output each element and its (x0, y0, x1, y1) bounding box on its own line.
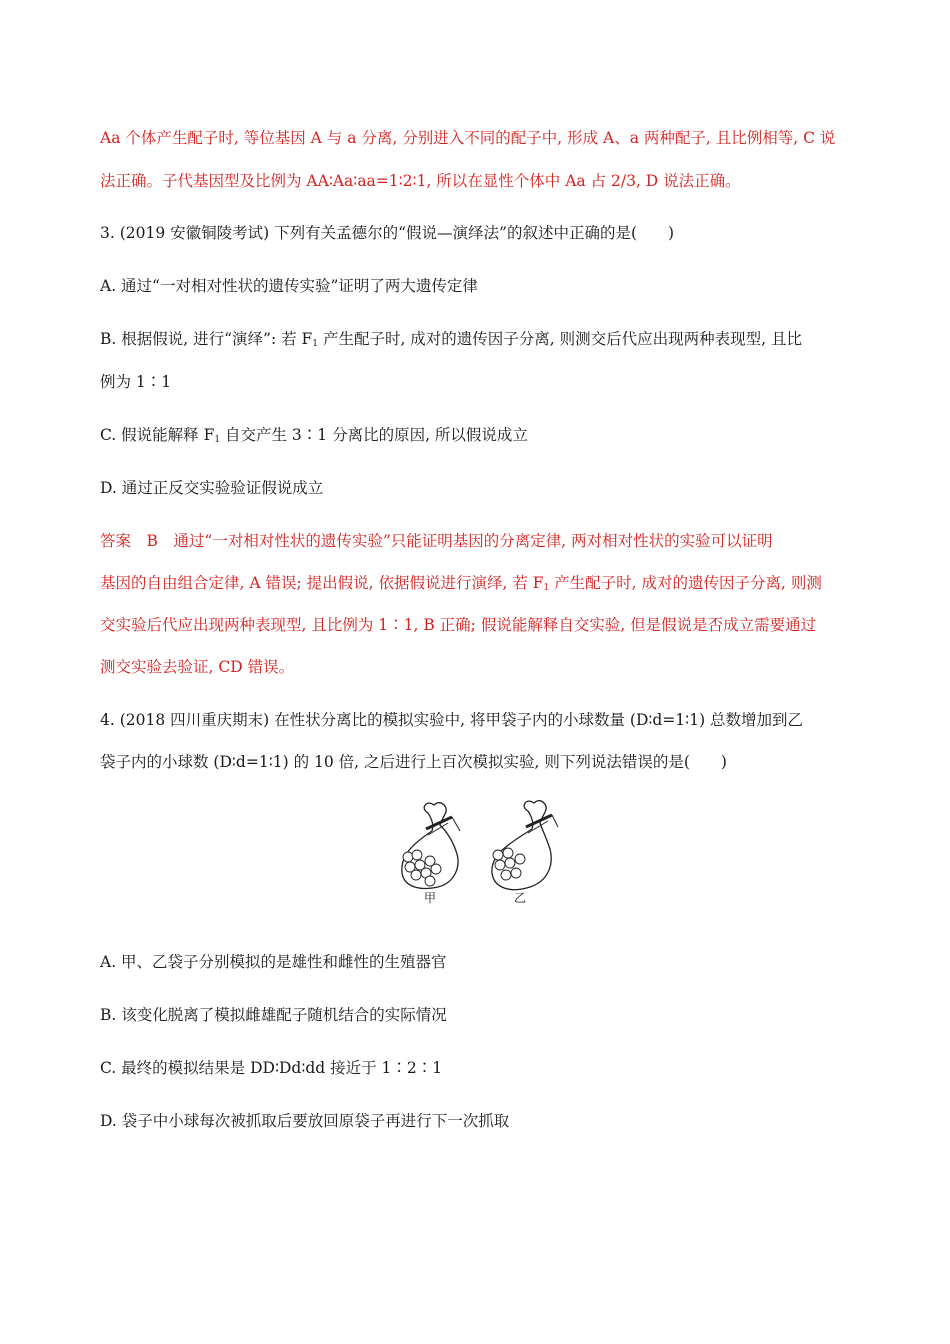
question-3-answer-line-3: 交实验后代应出现两种表现型, 且比例为 1∶1, B 正确; 假说能解释自交实验, 但是假说是否成立需要通过 (100, 616, 817, 634)
bag-yi-label: 乙 (514, 891, 527, 905)
question-4-stem-line-1: 4. (2018 四川重庆期末) 在性状分离比的模拟实验中, 将甲袋子内的小球数量 (D∶d=1∶1) 总数增加到乙 (100, 711, 804, 729)
question-3-option-c: C. 假说能解释 $F_1$ 自交产生 3∶1 分离比的原因, 所以假说成立 (100, 426, 528, 445)
question-4-option-a: A. 甲、乙袋子分别模拟的是雄性和雌性的生殖器官 (100, 953, 447, 971)
question-3-answer-line-2: 基因的自由组合定律, A 错误; 提出假说, 依据假说进行演绎, 若 $F_1$ 产生配子时, 成对的遗传因子分离, 则测 (100, 574, 822, 593)
question-3-option-a: A. 通过“一对相对性状的遗传实验”证明了两大遗传定律 (100, 277, 478, 295)
balls-jia (403, 850, 441, 886)
question-4-stem-line-2: 袋子内的小球数 (D∶d=1∶1) 的 10 倍, 之后进行上百次模拟实验, 则下列说法错误的是( ) (100, 753, 727, 771)
question-3-stem: 3. (2019 安徽铜陵考试) 下列有关孟德尔的“假说—演绎法”的叙述中正确的是( ) (100, 224, 675, 242)
question-4-option-b: B. 该变化脱离了模拟雌雄配子随机结合的实际情况 (100, 1006, 447, 1024)
question-4-option-c: C. 最终的模拟结果是 DD∶Dd∶dd 接近于 1∶2∶1 (100, 1059, 443, 1077)
prev-answer-line-1: Aa 个体产生配子时, 等位基因 A 与 a 分离, 分别进入不同的配子中, 形成 A、a 两种配子, 且比例相等, C 说 (100, 129, 836, 147)
question-4-option-d: D. 袋子中小球每次被抓取后要放回原袋子再进行下一次抓取 (100, 1112, 510, 1130)
question-3-option-b-line-1: B. 根据假说, 进行“演绎”: 若 $F_1$ 产生配子时, 成对的遗传因子分离, 则测交后代应出现两种表现型, 且比 (100, 330, 803, 349)
bag-jia (402, 803, 460, 889)
question-3-option-b-line-2: 例为 1∶1 (100, 373, 172, 391)
question-3-answer-line-4: 测交实验去验证, CD 错误。 (100, 658, 295, 676)
bags-figure (390, 795, 570, 907)
question-3-answer-line-1: 答案 B 通过“一对相对性状的遗传实验”只能证明基因的分离定律, 两对相对性状的实验可以证明 (100, 532, 773, 550)
balls-yi (493, 848, 525, 880)
bags-illustration (390, 795, 570, 907)
question-3-option-d: D. 通过正反交实验验证假说成立 (100, 479, 324, 497)
bag-jia-label: 甲 (424, 891, 437, 905)
prev-answer-line-2: 法正确。子代基因型及比例为 AA∶Aa∶aa=1∶2∶1, 所以在显性个体中 Aa 占 2/3, D 说法正确。 (100, 172, 741, 190)
